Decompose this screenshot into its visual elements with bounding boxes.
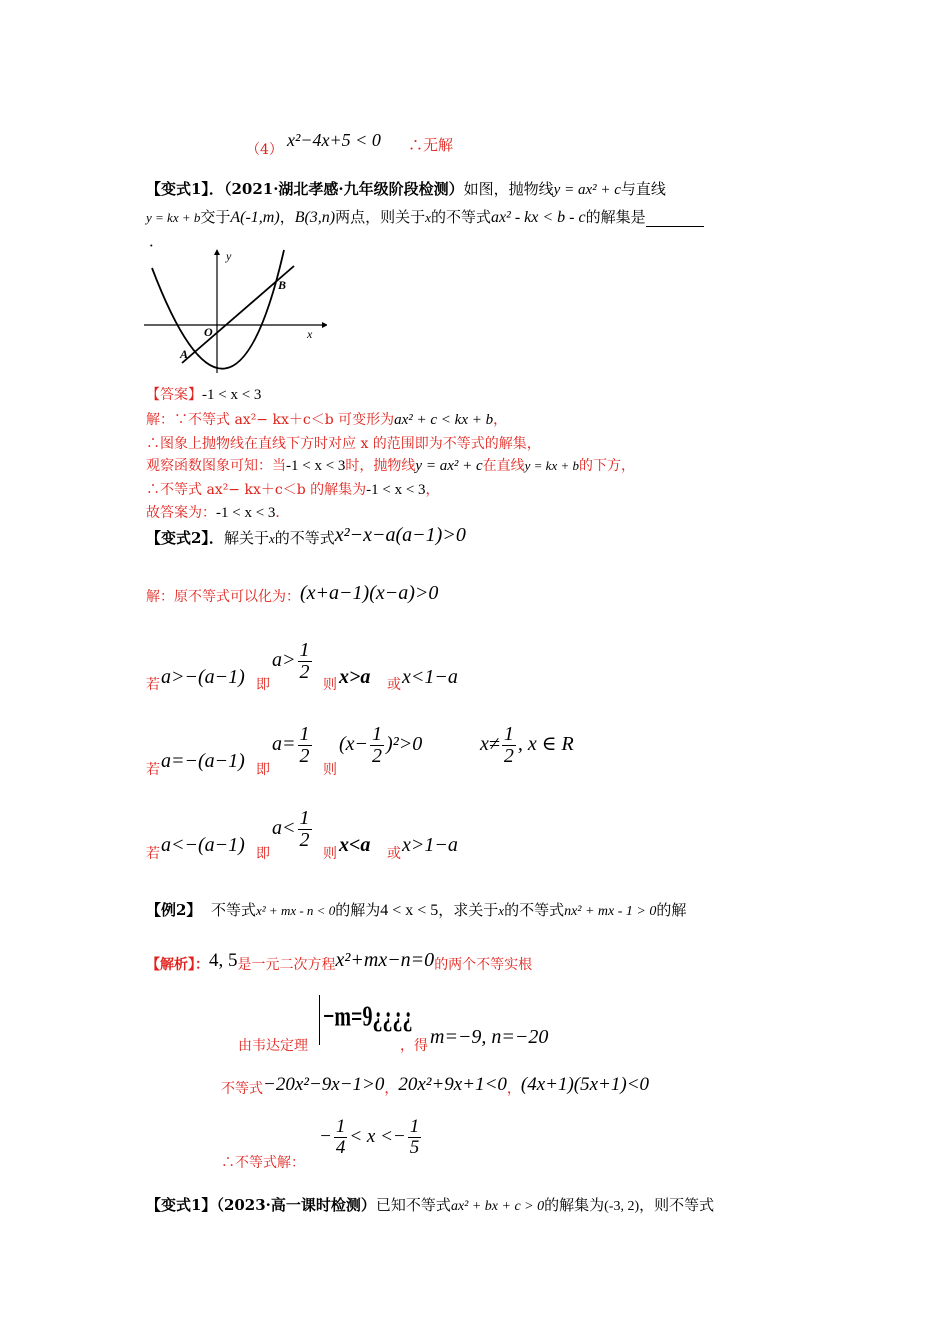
answer-line (146, 384, 261, 404)
variant1-inequality: ax² - kx < b - c (490, 209, 586, 226)
vieta-result: m=−9, n=−20 (430, 1026, 549, 1048)
example2-text-1: 不等式 (210, 901, 256, 919)
solution-3-line: y = kx + b (524, 458, 579, 473)
solution-5-text: 故答案为： (146, 505, 216, 521)
x-axis-label: x (307, 327, 313, 341)
case1-ze: 则 (323, 677, 337, 693)
case3-a: a< (272, 817, 296, 840)
case2-a: a= (272, 733, 296, 756)
variant2-var: x (268, 531, 275, 546)
answer-blank (646, 212, 704, 227)
analysis-roots: 4, 5 (209, 950, 238, 971)
case2-result-neq: x≠ (480, 733, 500, 756)
case3-ji: 即 (256, 846, 270, 862)
solution-5-end: ． (275, 505, 290, 521)
ineq-b: 20x²+9x+1<0 (398, 1074, 507, 1095)
case2-a-half (272, 724, 314, 767)
case1-result-2: x<1−a (402, 666, 458, 688)
variant2-factored: (x+a−1)(x−a)>0 (300, 582, 439, 604)
ineq-label: 不等式 (221, 1081, 263, 1097)
solution-3-range: -1 < x < 3 (286, 458, 346, 474)
case1-ruo: 若 (146, 677, 160, 693)
case2-result-den: 2 (503, 745, 514, 767)
case2-result-domain: , x ∈ R (517, 733, 574, 756)
solution-line-5 (146, 502, 289, 522)
example2-text-5: 的解 (656, 901, 687, 919)
example2-tag: 【例2】 (146, 901, 202, 919)
variant3-text-2: 的解集为 (544, 1196, 605, 1214)
variant1-text-2: 与直线 (620, 180, 666, 198)
variant1-source: （2021·湖北孝感·九年级阶段检测） (223, 180, 464, 198)
solution-3-text-a: 观察函数图象可知：当 (146, 458, 286, 474)
variant1-tag: 【变式1】． (146, 180, 224, 198)
parabola-equation: y = ax² + c (553, 182, 621, 198)
case1-a-half (272, 640, 314, 683)
case1-num: 1 (299, 639, 310, 661)
solution-3-text-c: 时，抛物线 (345, 458, 416, 474)
vieta-de: ，得 (400, 1038, 428, 1054)
final-fraction-2 (408, 1117, 422, 1158)
variant1-period: ． (149, 232, 165, 250)
solution-4-range: -1 < x < 3 (366, 482, 426, 498)
case2-ze: 则 (323, 762, 337, 778)
line-equation: y = kx + b (146, 210, 201, 225)
transformed-inequalities (221, 1074, 650, 1099)
case1-fraction (298, 640, 312, 683)
ineq-c: (4x+1)(5x+1)<0 (520, 1074, 650, 1095)
y-axis-arrow (214, 249, 220, 255)
example2-inequality-1: x² + mx - n < 0 (256, 903, 336, 918)
case3-huo: 或 (387, 846, 401, 862)
case1-den: 2 (299, 661, 310, 683)
variant2-sol-text: 解：原不等式可以化为： (146, 589, 300, 605)
solution-line-2: ∴图象上抛物线在直线下方时对应 x 的范围即为不等式的解集， (146, 436, 541, 452)
case3-fraction (298, 808, 312, 851)
case3-condition: a<−(a−1) (161, 834, 245, 856)
final-num-1: 1 (335, 1116, 346, 1137)
answer-tag: 【答案】 (146, 387, 202, 403)
parabola-line-graph (142, 248, 327, 378)
case3-a-half (272, 808, 314, 851)
solution-4-text: ∴不等式 ax²− kx＋c＜b 的解集为 (146, 482, 367, 498)
case2-square-num: 1 (372, 723, 383, 745)
item-number: （4） (246, 142, 283, 158)
point-b: B(3,n) (294, 209, 336, 226)
final-solution (319, 1117, 423, 1158)
example2-text-3: ，求关于 (438, 901, 499, 919)
analysis-tag: 【解析】： (146, 957, 209, 973)
case2-ruo: 若 (146, 762, 160, 778)
solution-line-1 (146, 409, 507, 429)
solution-4-end: ， (425, 482, 440, 498)
case1-condition: a>−(a−1) (161, 666, 245, 688)
analysis-text-2: 的两个不等实根 (434, 957, 533, 973)
solution-3-text-g: 的下方， (579, 458, 635, 474)
case3-den: 2 (299, 829, 310, 851)
variant1-text-6: 的解集是 (585, 208, 646, 226)
solution-label: ∴不等式解： (221, 1155, 305, 1171)
variant1-text-5: 的不等式 (430, 208, 491, 226)
vieta-system-text: −m=9¿¿¿¿ (323, 1001, 413, 1033)
variant2-text-1: 解关于 (223, 529, 269, 547)
case2-num: 1 (299, 723, 310, 745)
case1-huo: 或 (387, 677, 401, 693)
case2-fraction (298, 724, 312, 767)
point-b-label: B (278, 278, 287, 292)
variant3-text-3: ，则不等式 (639, 1196, 715, 1214)
variant1-sep: ， (279, 208, 295, 226)
inequality-4: x²−4x+5 < 0 (287, 130, 381, 150)
vieta-label: 由韦达定理 (238, 1038, 308, 1054)
variant1-text-3: 交于 (200, 208, 231, 226)
final-den-1: 4 (335, 1136, 346, 1158)
variant1-text-1: 如图，抛物线 (463, 180, 554, 198)
analysis-equation: x²+mx−n=0 (335, 949, 435, 971)
solution-1-end: ， (493, 412, 508, 428)
variant3-interval: (-3, 2) (604, 1199, 640, 1214)
variant2-solution-intro (146, 584, 438, 607)
solution-1-math: ax² + c < kx + b (394, 412, 494, 428)
ineq-comma-2: ， (506, 1081, 521, 1097)
y-axis-label: y (226, 249, 232, 263)
parabola-curve (152, 250, 287, 369)
solution-3-text-e: 在直线 (482, 458, 525, 474)
solution-1-text: 解：∵不等式 ax²− kx＋c＜b 可变形为 (146, 412, 395, 428)
analysis-line (146, 949, 533, 975)
answer-value: -1 < x < 3 (202, 387, 262, 403)
case3-ruo: 若 (146, 846, 160, 862)
case2-square-close: )²>0 (386, 733, 423, 756)
ineq-a: −20x²−9x−1>0 (263, 1074, 385, 1095)
variant1-heading (146, 178, 666, 199)
case3-result-1: x<a (339, 834, 371, 856)
variant3-source: （2023·高一课时检测） (216, 1196, 376, 1214)
case3-result-2: x>1−a (402, 834, 458, 856)
case1-result-1: x>a (339, 666, 371, 688)
case2-square-fraction (370, 724, 384, 767)
variant3-text-1: 已知不等式 (375, 1196, 451, 1214)
case2-square-open: (x− (339, 733, 369, 756)
vieta-system (323, 1001, 412, 1034)
case3-ze: 则 (323, 846, 337, 862)
case1-ji: 即 (256, 677, 270, 693)
vieta-brace (319, 995, 322, 1045)
solution-line-3 (146, 455, 635, 475)
solution-5-range: -1 < x < 3 (216, 505, 276, 521)
case2-result (480, 724, 574, 767)
case2-ji: 即 (256, 762, 270, 778)
analysis-text-1: 是一元二次方程 (237, 957, 336, 973)
no-solution-text: ∴无解 (408, 136, 454, 154)
variant3-inequality: ax² + bx + c > 0 (450, 1199, 545, 1214)
variant1-text-4: 两点，则关于 (335, 208, 426, 226)
variant2-text-2: 的不等式 (274, 529, 335, 547)
point-a-label: A (180, 347, 189, 361)
final-fraction-1 (334, 1117, 348, 1158)
final-num-2: 1 (409, 1116, 420, 1137)
variant1-var: x (425, 210, 431, 225)
case2-result-fraction (502, 724, 516, 767)
variant2-tag: 【变式2】． (146, 529, 224, 547)
variant2-heading (146, 526, 466, 549)
origin-label: O (204, 325, 213, 339)
case2-square-den: 2 (372, 745, 383, 767)
example2-text-2: 的解为 (335, 901, 381, 919)
case3-num: 1 (299, 807, 310, 829)
case1-a: a> (272, 649, 296, 672)
point-a: A(-1,m) (230, 209, 280, 226)
case2-condition: a=−(a−1) (161, 750, 245, 772)
case2-square (339, 724, 422, 767)
final-den-2: 5 (409, 1136, 420, 1158)
solution-3-parabola: y = ax² + c (415, 458, 483, 474)
example2-text-4: 的不等式 (504, 901, 565, 919)
example2-inequality-2: nx² + mx - 1 > 0 (564, 904, 657, 919)
solution-line-4 (146, 479, 440, 499)
variant2-inequality: x²−x−a(a−1)>0 (334, 524, 466, 546)
example2-var: x (498, 903, 505, 918)
final-minus: − (319, 1125, 332, 1147)
variant3-heading (146, 1194, 714, 1215)
case2-result-num: 1 (503, 723, 514, 745)
x-axis-arrow (322, 322, 327, 328)
ineq-comma-1: ， (384, 1081, 399, 1097)
case2-den: 2 (299, 745, 310, 767)
example2-range: 4 < x < 5 (380, 902, 439, 919)
variant3-tag: 【变式1】 (146, 1196, 217, 1214)
variant1-line2 (146, 206, 704, 227)
example2-heading (146, 899, 686, 920)
final-middle: < x <− (349, 1125, 406, 1147)
